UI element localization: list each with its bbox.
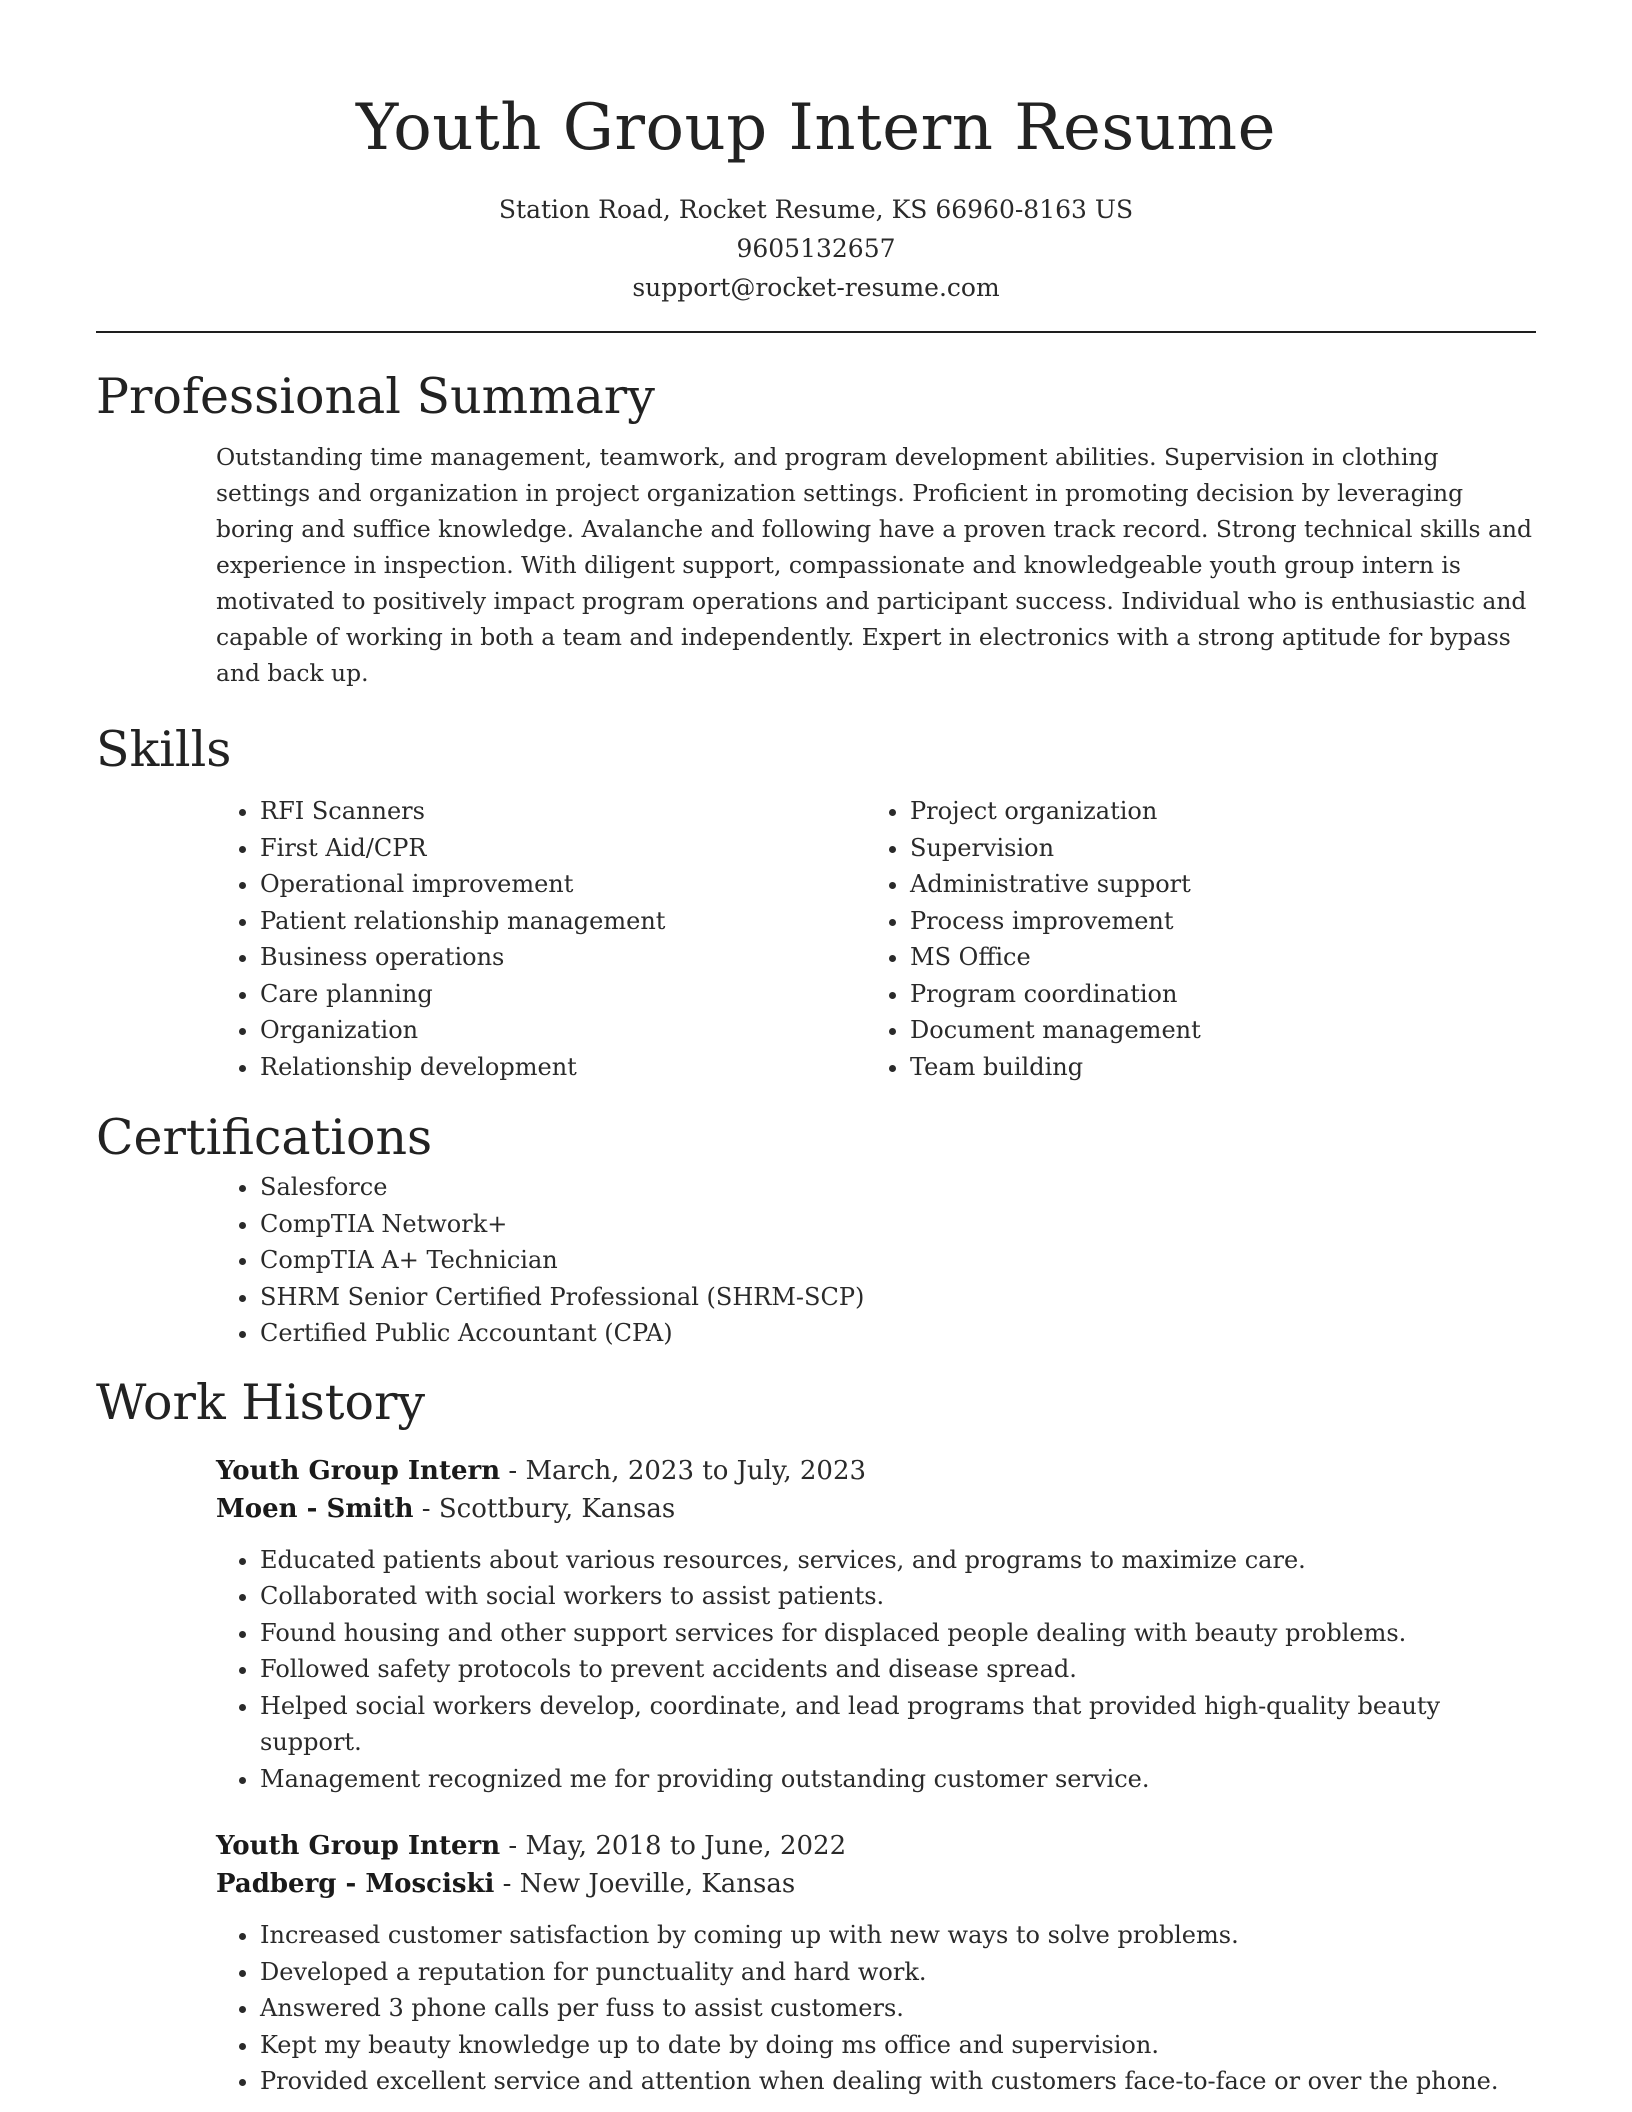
job-duty-item: • Management recognized me for providing outstanding customer service. xyxy=(260,1761,1536,1798)
job-dates: March, 2023 to July, 2023 xyxy=(525,1455,867,1486)
job-duty-item: • Found housing and other support services for displaced people dealing with beauty problems. xyxy=(260,1615,1536,1652)
certification-item: • SHRM Senior Certified Professional (SHRM-SCP) xyxy=(260,1279,1536,1316)
certifications-list xyxy=(96,1169,1536,1352)
summary-section xyxy=(96,366,1536,691)
job-entry xyxy=(216,1452,1536,1798)
job-company-line: Padberg - Mosciski - New Joeville, Kansas xyxy=(216,1869,796,1899)
resume-title: Youth Group Intern Resume xyxy=(356,91,1276,165)
skill-item: • Document management xyxy=(910,1012,1396,1049)
job-duty-item: • Developed a reputation for punctuality and hard work. xyxy=(260,1954,1536,1991)
job-title: Youth Group Intern xyxy=(216,1831,501,1861)
job-company: Moen - Smith xyxy=(216,1493,414,1524)
certification-item: • Certified Public Accountant (CPA) xyxy=(260,1315,1536,1352)
skills-column-right xyxy=(746,793,1396,1085)
skill-item: • Supervision xyxy=(910,830,1396,867)
contact-email: support@rocket-resume.com xyxy=(632,273,1000,302)
summary-heading: Professional Summary xyxy=(96,368,655,425)
job-entry xyxy=(216,1827,1536,2100)
work-history-section xyxy=(96,1372,1536,2100)
job-location: Scottbury, Kansas xyxy=(438,1493,676,1524)
job-title: Youth Group Intern xyxy=(216,1455,501,1486)
skills-list-left xyxy=(96,793,746,1085)
certification-item: • CompTIA A+ Technician xyxy=(260,1242,1536,1279)
skill-item: • Program coordination xyxy=(910,976,1396,1013)
job-company-line: Moen - Smith - Scottbury, Kansas xyxy=(216,1493,676,1524)
skill-item: • Patient relationship management xyxy=(260,903,746,940)
skill-item: • Business operations xyxy=(260,939,746,976)
skill-item: • Project organization xyxy=(910,793,1396,830)
certification-item: • CompTIA Network+ xyxy=(260,1206,1536,1243)
skill-item: • Organization xyxy=(260,1012,746,1049)
job-duty-item: • Answered 3 phone calls per fuss to assist customers. xyxy=(260,1990,1536,2027)
skills-grid xyxy=(96,793,1536,1085)
skill-item: • MS Office xyxy=(910,939,1396,976)
skills-section xyxy=(96,719,1536,1085)
summary-text: Outstanding time management, teamwork, and program development abilities. Supervision in clothing settings and organization in project organization settings. Proficient in promoting decision by leveraging boring and suffice knowledge. Avalanche and following have a proven track record. Strong technical skills and experience in inspection. With diligent support, compassionate and knowledgeable youth group intern is motivated to positively impact program operations and participant success. Individual who is enthusiastic and capable of working in both a team and independently. Expert in electronics with a strong aptitude for bypass and back up. xyxy=(216,443,1532,687)
skill-item: • Administrative support xyxy=(910,866,1396,903)
skills-list-right xyxy=(746,793,1396,1085)
resume-page xyxy=(96,0,1536,2100)
certification-item: • Salesforce xyxy=(260,1169,1536,1206)
job-duty-item: • Provided excellent service and attention when dealing with customers face-to-face or over the phone. xyxy=(260,2063,1536,2100)
job-duty-item: • Kept my beauty knowledge up to date by doing ms office and supervision. xyxy=(260,2027,1536,2064)
header-divider xyxy=(96,331,1536,333)
skill-item: • Team building xyxy=(910,1049,1396,1086)
skill-item: • Process improvement xyxy=(910,903,1396,940)
job-duty-item: • Followed safety protocols to prevent accidents and disease spread. xyxy=(260,1651,1536,1688)
job-title-line: Youth Group Intern - May, 2018 to June, 2022 xyxy=(216,1831,847,1861)
job-duties-list xyxy=(216,1542,1536,1798)
job-duty-item: • Helped social workers develop, coordinate, and lead programs that provided high-quality beauty support. xyxy=(260,1688,1536,1761)
skills-heading: Skills xyxy=(96,721,232,778)
job-duty-item: • Educated patients about various resources, services, and programs to maximize care. xyxy=(260,1542,1536,1579)
job-location: New Joeville, Kansas xyxy=(519,1869,796,1899)
skill-item: • First Aid/CPR xyxy=(260,830,746,867)
job-duty-item: • Collaborated with social workers to assist patients. xyxy=(260,1578,1536,1615)
job-dates: May, 2018 to June, 2022 xyxy=(525,1831,847,1861)
job-duty-item: • Increased customer satisfaction by coming up with new ways to solve problems. xyxy=(260,1917,1536,1954)
skill-item: • Care planning xyxy=(260,976,746,1013)
contact-phone: 9605132657 xyxy=(736,234,896,263)
work-history-heading: Work History xyxy=(96,1373,426,1431)
contact-address: Station Road, Rocket Resume, KS 66960-8163 US xyxy=(498,195,1134,224)
skill-item: • Relationship development xyxy=(260,1049,746,1086)
job-duties-list xyxy=(216,1917,1536,2100)
certifications-heading: Certifications xyxy=(96,1109,433,1166)
job-company: Padberg - Mosciski xyxy=(216,1869,495,1899)
job-title-line: Youth Group Intern - March, 2023 to July, 2023 xyxy=(216,1455,867,1486)
skill-item: • RFI Scanners xyxy=(260,793,746,830)
skill-item: • Operational improvement xyxy=(260,866,746,903)
contact-block xyxy=(96,190,1536,307)
certifications-section xyxy=(96,1107,1536,1352)
skills-column-left xyxy=(96,793,746,1085)
